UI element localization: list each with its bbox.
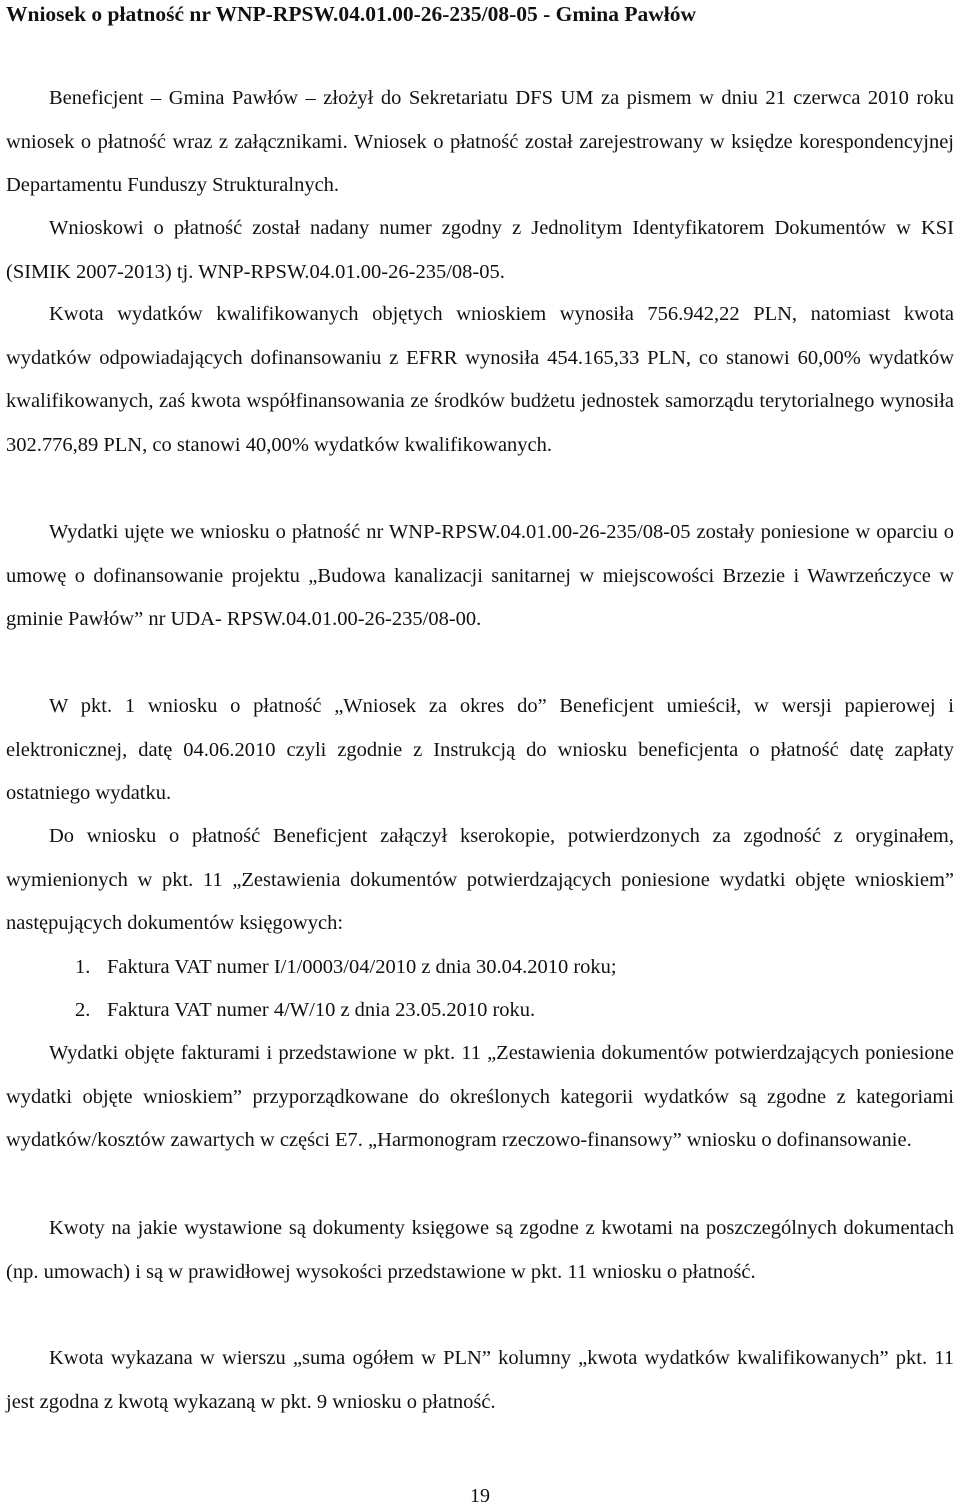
list-item-number: 2. (75, 999, 91, 1021)
list-item-text: Faktura VAT numer I/1/0003/04/2010 z dnia 30.04.2010 roku; (107, 956, 617, 978)
paragraph-categories: Wydatki objęte fakturami i przedstawione w pkt. 11 „Zestawienia dokumentów potwierdzających poniesione wydatki objęte wnioskiem” przyporządkowane do określonych kategorii wydatków są zgodne z kategoriami wydatków/kosztów zawartych w części E7. „Harmonogram rzeczowo-finansowy” wniosku o dofinansowanie. (6, 1042, 954, 1151)
list-item (75, 989, 935, 1033)
list-item-text: Faktura VAT numer 4/W/10 z dnia 23.05.2010 roku. (107, 999, 536, 1021)
paragraph-document-amounts: Kwoty na jakie wystawione są dokumenty księgowe są zgodne z kwotami na poszczególnych dokumentach (np. umowach) i są w prawidłowej wysokości przedstawione w pkt. 11 wniosku o płatność. (6, 1217, 954, 1283)
paragraph-sum-total: Kwota wykazana w wierszu „suma ogółem w PLN” kolumny „kwota wydatków kwalifikowanych” pkt. 11 jest zgodna z kwotą wykazaną w pkt. 9 wniosku o płatność. (6, 1347, 954, 1413)
list-item (75, 946, 935, 990)
paragraph-attachments: Do wniosku o płatność Beneficjent załączył kserokopie, potwierdzonych za zgodność z oryginałem, wymienionych w pkt. 11 „Zestawienia dokumentów potwierdzających poniesione wydatki objęte wnioskiem” następujących dokumentów księgowych: (6, 825, 954, 934)
paragraph-amounts: Kwota wydatków kwalifikowanych objętych wnioskiem wynosiła 756.942,22 PLN, natomiast kwota wydatków odpowiadających dofinansowaniu z EFRR wynosiła 454.165,33 PLN, co stanowi 60,00% wydatków kwalifikowanych, zaś kwota współfinansowania ze środków budżetu jednostek samorządu terytorialnego wynosiła 302.776,89 PLN, co stanowi 40,00% wydatków kwalifikowanych. (6, 303, 954, 456)
paragraph-period: W pkt. 1 wniosku o płatność „Wniosek za okres do” Beneficjent umieścił, w wersji papierowej i elektronicznej, datę 04.06.2010 czyli zgodnie z Instrukcją do wniosku beneficjenta o płatność datę zapłaty ostatniego wydatku. (6, 695, 954, 804)
paragraph-agreement: Wydatki ujęte we wniosku o płatność nr WNP-RPSW.04.01.00-26-235/08-05 zostały poniesione w oparciu o umowę o dofinansowanie projektu „Budowa kanalizacji sanitarnej w miejscowości Brzezie i Wawrzeńczyce w gminie Pawłów” nr UDA- RPSW.04.01.00-26-235/08-00. (6, 521, 954, 630)
paragraph-submission: Beneficjent – Gmina Pawłów – złożył do Sekretariatu DFS UM za pismem w dniu 21 czerwca 2010 roku wniosek o płatność wraz z załącznikami. Wniosek o płatność został zarejestrowany w księdze korespondencyjnej Departamentu Funduszy Strukturalnych. (6, 87, 954, 196)
paragraph-number-assignment: Wnioskowi o płatność został nadany numer zgodny z Jednolitym Identyfikatorem Dokumentów w KSI (SIMIK 2007-2013) tj. WNP-RPSW.04.01.00-26-235/08-05. (6, 217, 954, 283)
page-number: 19 (470, 1485, 490, 1507)
list-item-number: 1. (75, 956, 91, 978)
document-title: Wniosek o płatność nr WNP-RPSW.04.01.00-26-235/08-05 - Gmina Pawłów (6, 2, 697, 26)
